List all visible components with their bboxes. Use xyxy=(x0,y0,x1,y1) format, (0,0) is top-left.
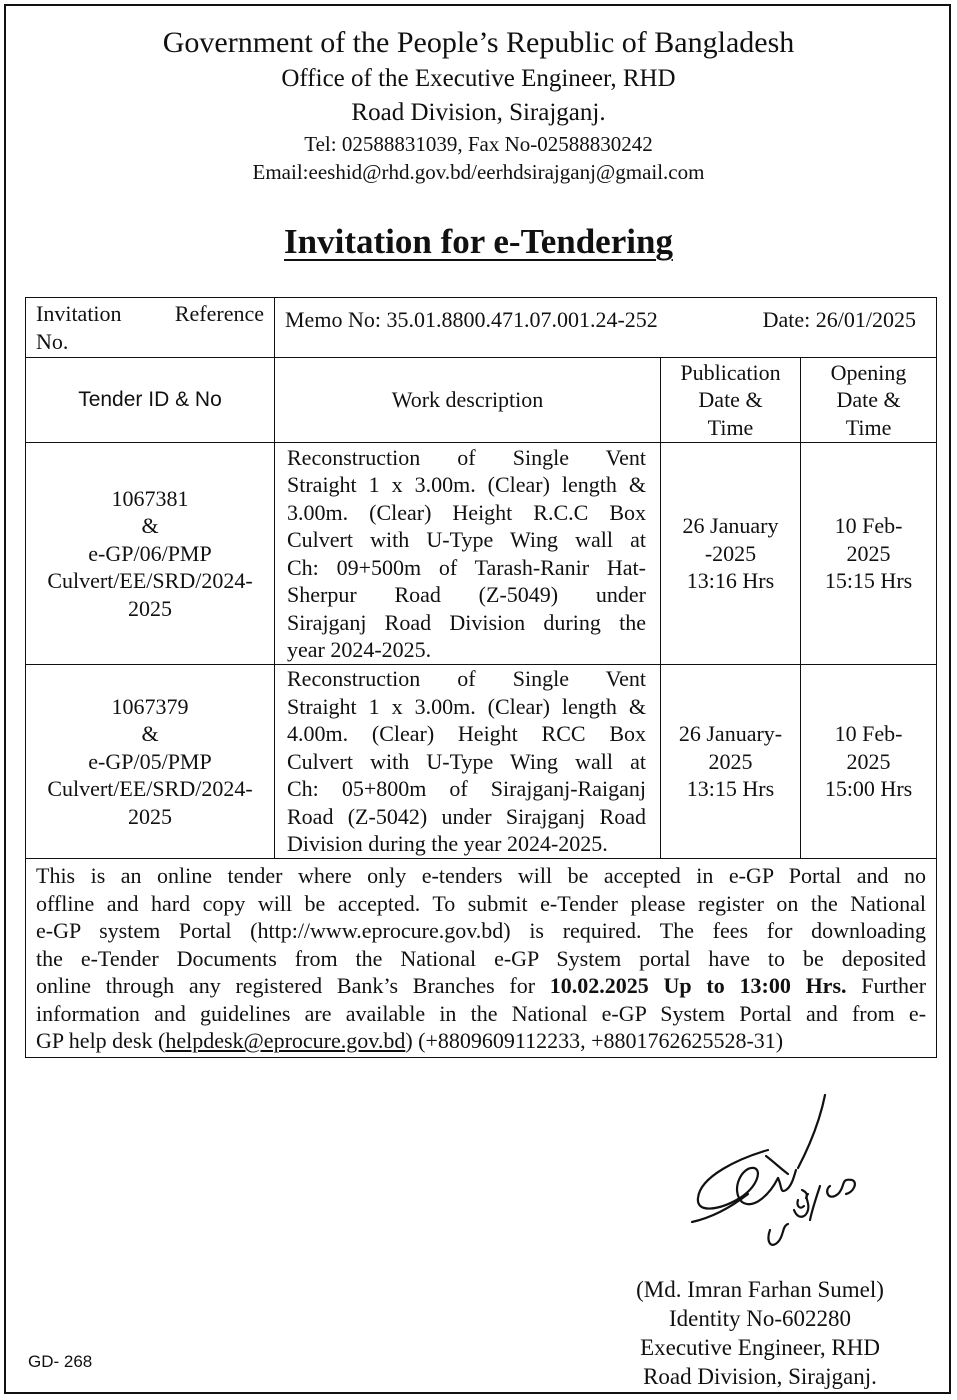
signatory-designation: Executive Engineer, RHD xyxy=(640,1335,880,1360)
government-name: Government of the People’s Republic of Bangladesh xyxy=(162,26,795,59)
letterhead xyxy=(0,24,957,186)
work-description-cell: Reconstruction of Single Vent Straight 1 x 3.00m. (Clear) length & 3.00m. (Clear) Height R.C.C Box Culvert with U-Type Wing wall at Ch: 09+500m of Tarash-Ranir Hat- Sherpur Road (Z-5049) under Sirajganj Road Division during the year 2024-2025. xyxy=(275,443,661,665)
tender-table xyxy=(25,297,937,1058)
col-work-description: Work description xyxy=(275,358,661,443)
col-publication: Publication Date & Time xyxy=(661,358,801,443)
reference-label: Invitation Reference No. xyxy=(26,298,275,358)
table-row xyxy=(26,665,937,859)
helpdesk-email-link[interactable]: helpdesk@eprocure.gov.bd xyxy=(165,1028,406,1053)
memo-date: Date: 26/01/2025 xyxy=(762,307,917,332)
notice-row xyxy=(26,859,937,1058)
publication-cell: 26 January -2025 13:16 Hrs xyxy=(661,443,801,665)
signatory-name: (Md. Imran Farhan Sumel) xyxy=(636,1277,884,1302)
opening-cell: 10 Feb- 2025 15:00 Hrs xyxy=(801,665,937,859)
signatory-identity: Identity No-602280 xyxy=(668,1306,852,1331)
table-row xyxy=(26,443,937,665)
memo-number: Memo No: 35.01.8800.471.07.001.24-252 xyxy=(285,307,658,332)
deadline-text: 10.02.2025 Up to 13:00 Hrs. xyxy=(549,973,847,998)
work-description-cell: Reconstruction of Single Vent Straight 1 x 3.00m. (Clear) length & 4.00m. (Clear) Height RCC Box Culvert with U-Type Wing wall at Ch: 05+800m of Sirajganj-Raiganj Road (Z-5042) under Sirajganj Road Division during the year 2024-2025. xyxy=(275,665,661,859)
handwritten-signature xyxy=(670,1090,870,1260)
publication-cell: 26 January- 2025 13:15 Hrs xyxy=(661,665,801,859)
reference-row xyxy=(26,298,937,358)
footer-code: GD- 268 xyxy=(28,1352,93,1371)
signatory-division: Road Division, Sirajganj. xyxy=(643,1364,877,1389)
division-name: Road Division, Sirajganj. xyxy=(351,99,606,126)
document-title: Invitation for e-Tendering xyxy=(284,222,673,261)
email-line: Email:eeshid@rhd.gov.bd/eerhdsirajganj@gmail.com xyxy=(252,160,705,184)
notice-text: This is an online tender where only e-tenders will be accepted in e-GP Portal and no offline and hard copy will be accepted. To submit e-Tender please register on the National e-GP system Portal (http://www.eprocure.gov.bd) is required. The fees for downloading the e-Tender Documents from the National e-GP System portal have to be deposited online through any registered Bank’s Branches for 10.02.2025 Up to 13:00 Hrs. Further information and guidelines are available in the National e-GP System Portal and from e- GP help desk (helpdesk@eprocure.gov.bd) (+8809609112233, +8801762625528-31) xyxy=(26,859,937,1058)
header-row xyxy=(26,358,937,443)
col-tender-id: Tender ID & No xyxy=(26,358,275,443)
signatory-block xyxy=(610,1275,910,1391)
office-name: Office of the Executive Engineer, RHD xyxy=(281,65,676,92)
memo-cell xyxy=(275,298,937,358)
contact-line: Tel: 02588831039, Fax No-02588830242 xyxy=(304,132,653,156)
opening-cell: 10 Feb- 2025 15:15 Hrs xyxy=(801,443,937,665)
tender-id-cell: 1067381 & e-GP/06/PMP Culvert/EE/SRD/2024- 2025 xyxy=(26,443,275,665)
col-opening: Opening Date & Time xyxy=(801,358,937,443)
tender-id-cell: 1067379 & e-GP/05/PMP Culvert/EE/SRD/2024- 2025 xyxy=(26,665,275,859)
